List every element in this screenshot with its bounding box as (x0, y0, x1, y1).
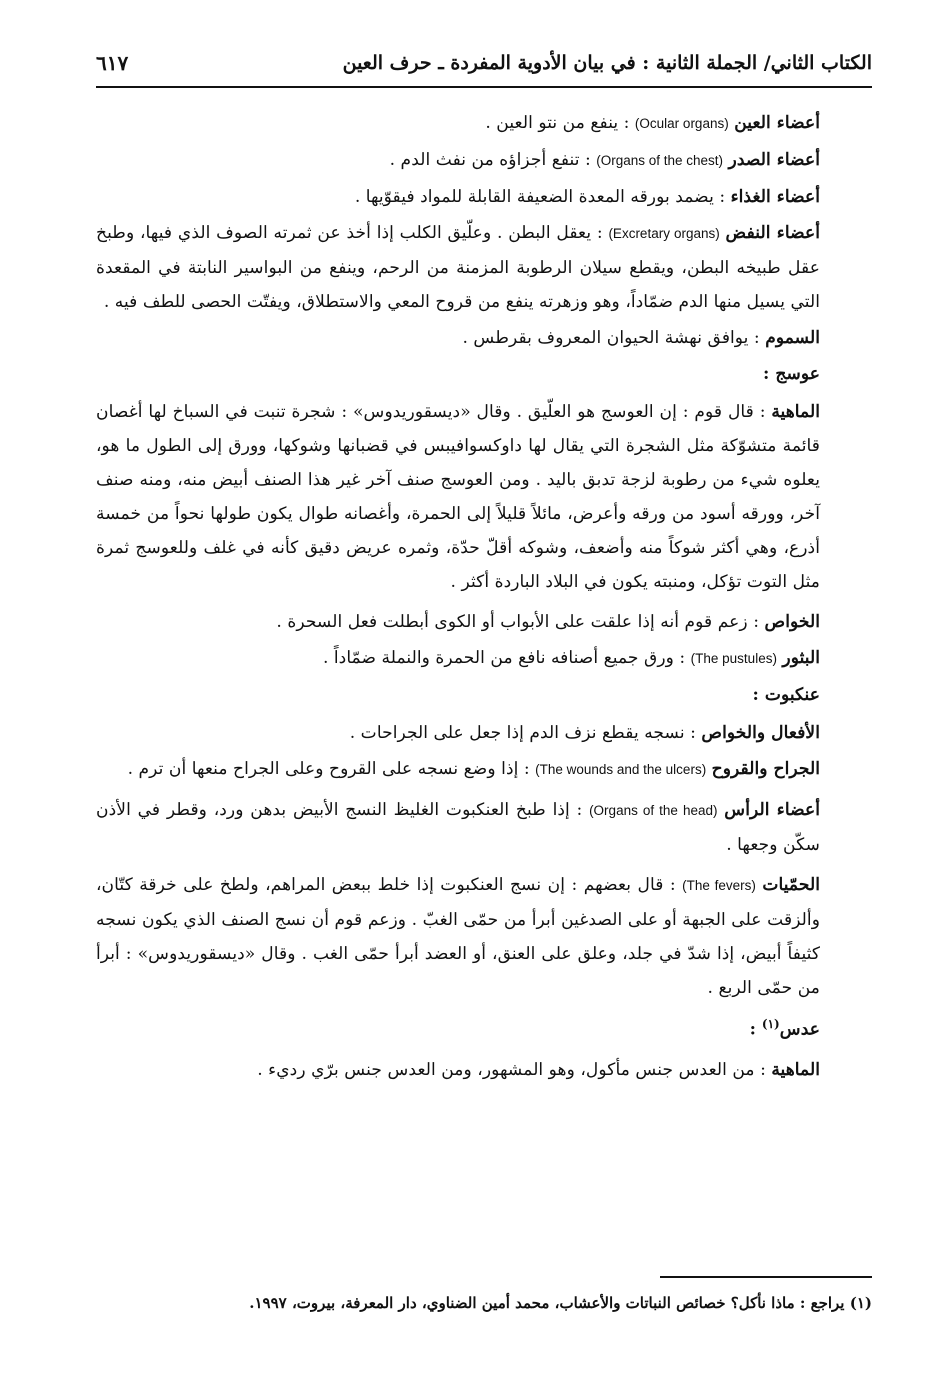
entry-term: أعضاء الغذاء (730, 187, 820, 207)
entry-term: أعضاء الرأس (724, 800, 821, 820)
entry-text: : إذا وضع نسجه على القروح وعلى الجراح منعها أن ترم . (127, 759, 536, 779)
entry-text: : قال بعضهم : إن نسج العنكبوت إذا خلط ببعض المراهم، ولطخ على خرقة كتّان، وألزقت على الجبهة أو على الصدغين أبرأ من حمّى الغبّ . وزعم قوم أن نسج الصنف الذي يكون نسجه كثيفاً أبيض، إذا شدّ في جلد، وعلق على العنق، أو العضد أبرأ حمّى الغب . وقال «ديسقوريدوس» : أبرأ من حمّى الربع . (96, 875, 820, 998)
entry-text: : يعقل البطن . وعلّيق الكلب إذا أخذ عن ثمرته الصوف الذي فيها، وطبخ عقل طبيخه البطن، ويقطع سيلان الرطوبة المزمنة من الرحم، وينفع من البواسير النابتة في المقعدة التي يسيل منها الدم ضمّاداً، وهو وزهرته ينفع من قروح المعي والاستطلاق، ويفتّت الحصى للطف فيه . (96, 223, 820, 312)
entry-text: : ورق جميع أصنافه نافع من الحمرة والنملة ضمّاداً . (322, 648, 691, 668)
heading-colon: : (749, 1019, 762, 1040)
page-number: ٦١٧ (96, 51, 129, 75)
section-heading-adas (96, 1007, 872, 1047)
footnote (96, 1290, 872, 1316)
entry-term: الأفعال والخواص (701, 723, 820, 743)
entry-nutrition (96, 180, 872, 214)
footnote-divider (660, 1276, 872, 1278)
entry-ankabut-wounds (96, 752, 872, 787)
entry-ausaj-mahiya (96, 395, 872, 599)
entry-ausaj-pustules (96, 641, 872, 676)
entry-adas-mahiya (96, 1053, 872, 1087)
entry-english: (The wounds and the ulcers) (535, 762, 707, 777)
entry-term: أعضاء الصدر (728, 150, 820, 170)
entry-text: : يضمد بورقه المعدة الضعيفة القابلة للمواد فيقوّيها . (354, 187, 731, 207)
entry-term: الحمّيات (762, 875, 820, 895)
entry-poisons (96, 321, 872, 355)
entry-english: (Organs of the chest) (596, 153, 724, 168)
entry-term: أعضاء النفض (725, 223, 821, 243)
section-heading-ankabut: عنكبوت : (752, 685, 820, 705)
entry-term: الخواص (764, 612, 820, 632)
entry-term: السموم (765, 328, 820, 348)
entry-term: أعضاء العين (734, 113, 820, 133)
entry-ankabut-actions (96, 716, 872, 750)
entry-english: (Organs of the head) (589, 803, 718, 818)
footnote-marker: (١) (849, 1294, 872, 1312)
entry-ankabut-fevers (96, 868, 872, 1005)
entry-excretory (96, 216, 872, 319)
entry-term: الماهية (771, 1059, 820, 1080)
entry-text: : نسجه يقطع نزف الدم إذا جعل على الجراحات . (349, 723, 702, 743)
entry-ausaj-properties (96, 605, 872, 639)
entry-text: : إذا طبخ العنكبوت الغليظ النسج الأبيض بدهن ورد، وقطر في الأذن سكّن وجعها . (96, 800, 820, 855)
entry-text: : زعم قوم أنه إذا علقت على الأبواب أو الكوى أبطلت فعل السحرة . (276, 612, 765, 632)
entry-term: الجراح والقروح (711, 759, 820, 779)
footnote-text: يراجع : ماذا نأكل؟ خصائص النباتات والأعشاب، محمد أمين الضناوي، دار المعرفة، بيروت، ١٩٩٧. (249, 1294, 845, 1312)
entry-english: (Excretary organs) (608, 226, 720, 241)
entry-english: (The fevers) (682, 878, 756, 893)
entry-english: (Ocular organs) (634, 116, 729, 131)
footnote-reference: (١) (761, 1017, 780, 1031)
entry-text: : قال قوم : إن العوسج هو العلّيق . وقال «ديسقوريدوس» : شجرة تنبت في السباخ لها أغصان قائمة متشوّكة مثل الشجرة التي يقال لها داوكسوافيبس في قضبانها وشوكها، وورق إلى الطول ما هو، يعلوه شيء من رطوبة لزجة تدبق باليد . ومن العوسج صنف آخر غير هذا الصنف أبيض منه، ومنه صنف آخر، وورقه أسود من ورقه وأعرض، مائلاً قليلاً إلى الحمرة، وأغصانه طوال يكون طولها نحواً من خمسة أذرع، وهي أكثر شوكاً منه وأضعف، وشوكه أقلّ حدّة، وثمره عريض دقيق كأنه في غلف وللعوسج ثمرة مثل التوت تؤكل، ومنبته يكون في البلاد الباردة أكثر . (96, 402, 820, 592)
entry-term: البثور (782, 648, 820, 668)
entry-ankabut-head (96, 793, 872, 862)
entry-text: : تنفع أجزاؤه من نفث الدم . (389, 150, 597, 170)
header-title: الكتاب الثاني/ الجملة الثانية : في بيان الأدوية المفردة ـ حرف العين (342, 52, 872, 74)
entry-text: : ينفع من نتو العين . (485, 113, 635, 133)
main-text (96, 106, 872, 1089)
heading-text: عدس (779, 1019, 820, 1040)
entry-text: : من العدس جنس مأكول، وهو المشهور، ومن العدس جنس برّي رديء . (257, 1059, 772, 1080)
running-header (96, 40, 872, 88)
entry-text: : يوافق نهشة الحيوان المعروف بقرطس . (462, 328, 766, 348)
entry-chest (96, 143, 872, 178)
section-heading-ausaj: عوسج : (763, 364, 820, 384)
entry-english: (The pustules) (690, 651, 777, 666)
entry-term: الماهية (771, 402, 820, 422)
entry-ocular (96, 106, 872, 141)
